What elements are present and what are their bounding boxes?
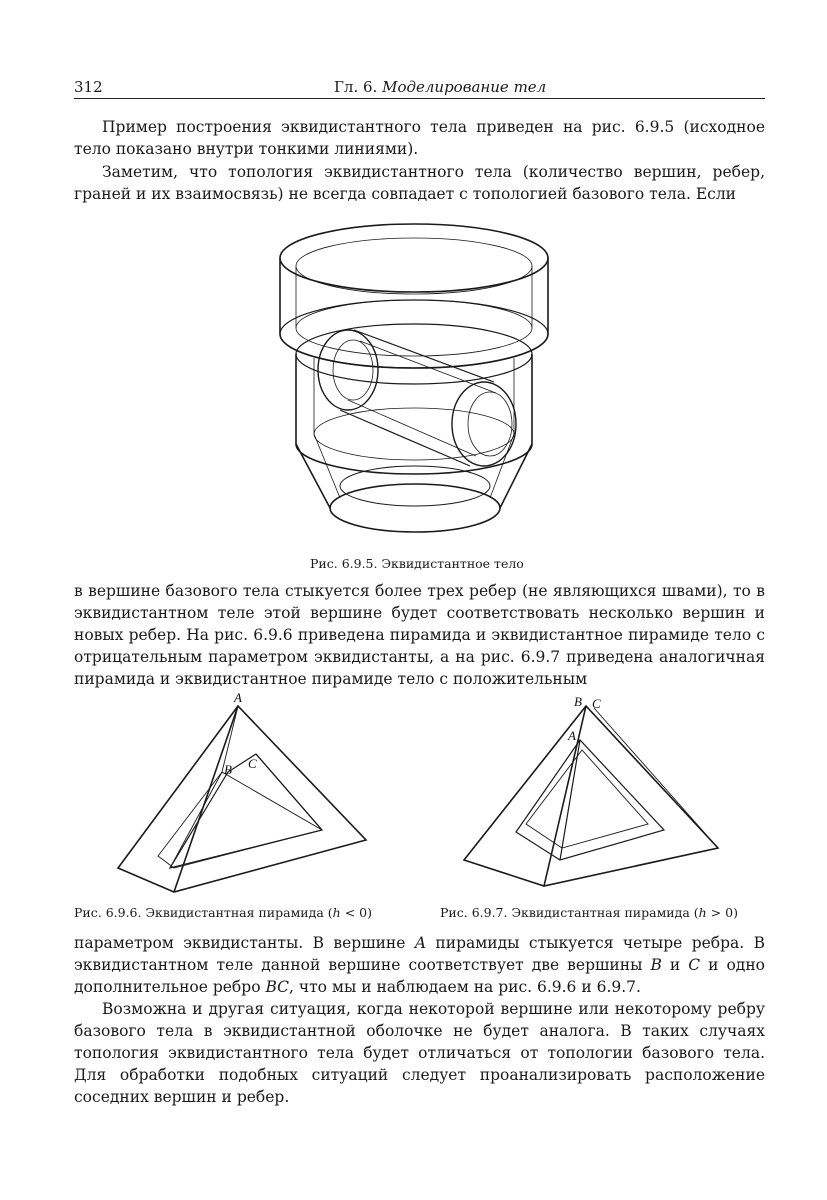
label-vertex-b: B: [574, 694, 582, 709]
page-number: 312: [74, 78, 103, 96]
text-run: , что мы и наблюдаем на рис. 6.9.6 и 6.9.7.: [289, 978, 641, 996]
paragraph-2: Заметим, что топология эквидистантного тела (количество вершин, ребер, граней и их взаимосвязь) не всегда совпадает с топологией базового тела. Если: [74, 163, 765, 203]
caption-text: > 0): [706, 905, 738, 920]
caption-text: Рис. 6.9.6. Эквидистантная пирамида (: [74, 905, 333, 920]
paragraph-1: Пример построения эквидистантного тела приведен на рис. 6.9.5 (исходное тело показано внутри тонкими линиями).: [74, 118, 765, 158]
label-vertex-c: C: [248, 756, 257, 771]
caption-text: Рис. 6.9.7. Эквидистантная пирамида (: [440, 905, 699, 920]
figure-caption-6-9-7: [440, 905, 738, 920]
text-run: параметром эквидистанты. В вершине: [74, 934, 415, 952]
label-vertex-a: A: [234, 690, 242, 705]
math-b: B: [650, 956, 662, 974]
page-header: [74, 76, 765, 99]
label-vertex-b: B: [224, 762, 232, 777]
math-c: C: [688, 956, 701, 974]
running-head: [334, 78, 546, 96]
figure-caption-6-9-6: [74, 905, 372, 920]
outer-top-rim: [280, 224, 548, 292]
label-vertex-a: A: [568, 728, 576, 743]
figure-pyramid-negative: [110, 690, 372, 900]
text-run: и одно дополнительное ребро: [74, 956, 765, 996]
caption-text: < 0): [340, 905, 372, 920]
figure-equidistant-body: [270, 218, 566, 540]
chapter-number: Гл. 6.: [334, 78, 378, 96]
math-bc: BC: [265, 978, 289, 996]
caption-variable: h: [332, 905, 341, 920]
text-run: и: [661, 956, 689, 974]
chapter-title: Моделирование тел: [382, 78, 547, 96]
figure-caption-6-9-5: Рис. 6.9.5. Эквидистантное тело: [310, 556, 524, 571]
label-vertex-c: C: [592, 696, 601, 711]
paragraph-5: Возможна и другая ситуация, когда некоторой вершине или некоторому ребру базового тела в эквидистантной оболочке не будет аналога. В таких случаях топология эквидистантного тела будет отличаться от топологии базового тела. Для обработки подобных ситуаций следует проанализировать расположение соседних вершин и ребер.: [74, 1000, 765, 1106]
paragraph-4: [74, 932, 765, 998]
caption-variable: h: [698, 905, 707, 920]
paragraph-3: в вершине базового тела стыкуется более трех ребер (не являющихся швами), то в эквидистантном теле этой вершине будет соответствовать несколько вершин и новых ребер. На рис. 6.9.6 приведена пирамида и эквидистантное пирамиде тело с отрицательным параметром эквидистанты, а на рис. 6.9.7 приведена аналогичная пирамида и эквидистантное пирамиде тело с положительным: [74, 582, 765, 688]
math-a: A: [414, 934, 427, 952]
figure-pyramid-positive: [456, 692, 728, 896]
text-run: пирамиды стыкуется четыре ребра. В эквидистантном теле данной вершине соответствует две вершины: [74, 934, 765, 974]
